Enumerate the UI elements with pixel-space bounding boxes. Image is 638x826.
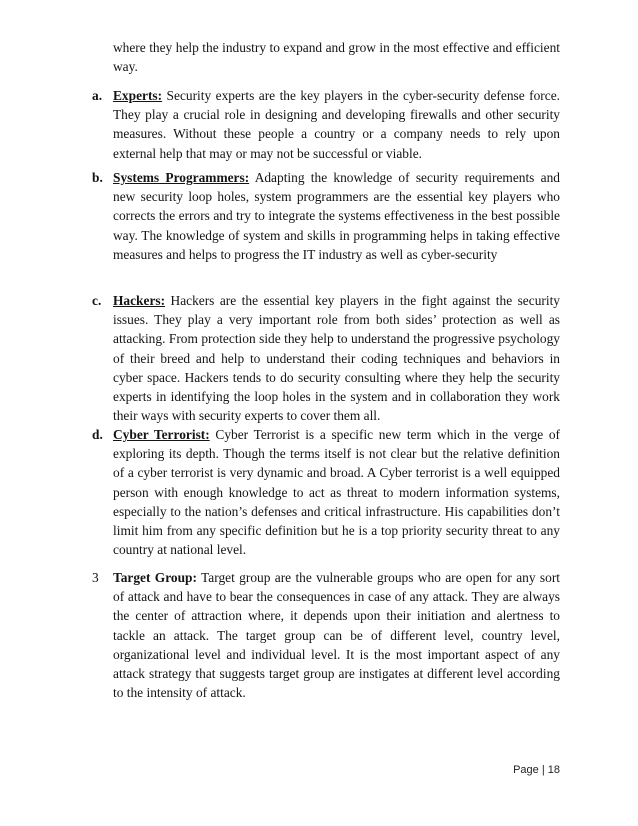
list-item-body xyxy=(113,168,560,264)
list-item-cyber-terrorist xyxy=(92,425,560,559)
term-description: Security experts are the key players in the cyber-security defense force. They play a crucial role in designing and developing firewalls and other security measures. Without these people a country or a company needs to rely upon external help that may or may not be successful or viable. xyxy=(113,88,560,161)
term-heading: Systems Programmers: xyxy=(113,170,250,185)
list-item-experts xyxy=(92,86,560,163)
term-heading: Experts: xyxy=(113,88,163,103)
list-marker: c. xyxy=(92,293,102,308)
term-heading: Target Group: xyxy=(113,570,197,585)
term-description: Hackers are the essential key players in the fight against the security issues. They play a very important role from both sides’ protection as well as attacking. From protection side they help to understand the progressive psychology of their breed and help to understand their coding techniques and behaviors in cyber space. Hackers tends to do security consulting where they help the security experts in identifying the loop holes in the system and in collaboration they work their ways with security experts to cover them all. xyxy=(113,293,560,424)
list-marker: 3 xyxy=(92,570,99,585)
list-item-systems-programmers xyxy=(92,168,560,264)
list-marker: b. xyxy=(92,170,103,185)
term-description: Target group are the vulnerable groups who are open for any sort of attack and have to bear the consequences in case of any attack. They are always the center of attraction where, it depends upon their initiation and alertness to tackle an attack. The target group can be of different level, country level, organizational level and individual level. It is the most important aspect of any attack strategy that suggests target group are instigates at different level according to the intensity of attack. xyxy=(113,570,560,701)
term-description: Adapting the knowledge of security requirements and new security loop holes, system programmers are the essential key players who corrects the errors and try to integrate the systems effectiveness in the best possible way. The knowledge of system and skills in programming helps in taking effective measures and helps to progress the IT industry as well as cyber-security xyxy=(113,170,560,262)
list-marker: d. xyxy=(92,427,103,442)
list-marker: a. xyxy=(92,88,103,103)
term-description: Cyber Terrorist is a specific new term which in the verge of exploring its depth. Though the terms itself is not clear but the relative definition of a cyber terrorist is very dynamic and broad. A Cyber terrorist is a well equipped person with enough knowledge to act as threat to modern information systems, especially to the nation’s defenses and critical infrastructure. His capabilities don’t limit him from any specific definition but he is a top priority security threat to any country at national level. xyxy=(113,427,561,558)
list-item-body xyxy=(113,291,560,425)
list-item-target-group xyxy=(92,568,560,702)
list-item-hackers xyxy=(92,291,560,425)
list-item-body xyxy=(113,86,560,163)
list-item-body xyxy=(113,568,560,702)
term-heading: Cyber Terrorist: xyxy=(113,427,210,442)
page-number: Page | 18 xyxy=(513,764,560,776)
term-heading: Hackers: xyxy=(113,293,166,308)
intro-paragraph: where they help the industry to expand and grow in the most effective and efficient way. xyxy=(113,40,560,75)
list-item-body xyxy=(113,425,560,559)
